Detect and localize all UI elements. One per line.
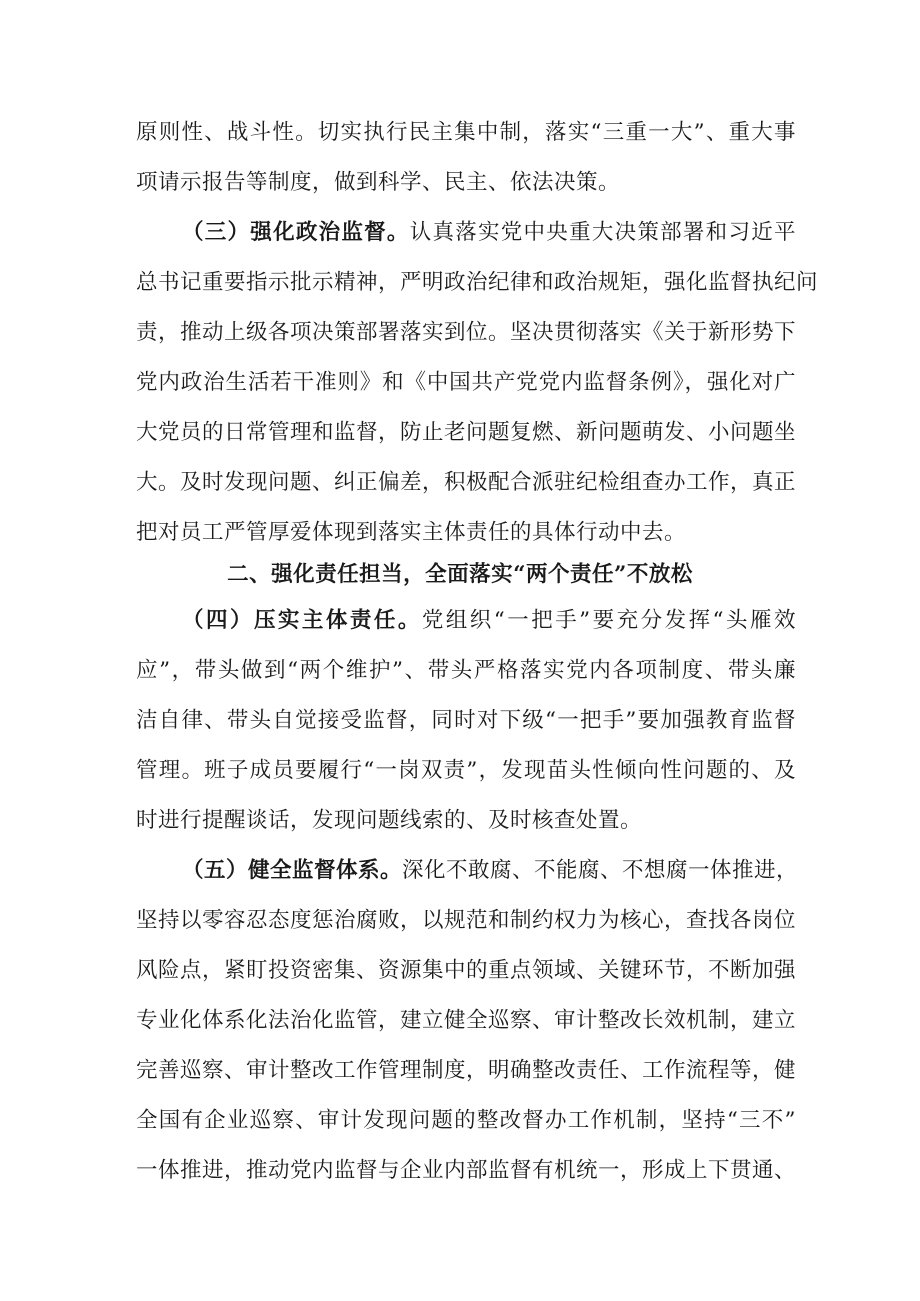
paragraph-4-line-6: 全国有企业巡察、审计发现问题的整改督办工作机制，坚持“三不” [136,1108,796,1133]
paragraph-4-lead: （五）健全监督体系。 [182,858,403,883]
paragraph-1-line-2: 项请示报告等制度，做到科学、民主、依法决策。 [136,170,621,195]
section-heading: 二、强化责任担当，全面落实“两个责任”不放松 [227,562,693,587]
paragraph-2-line-4: 党内政治生活若干准则》和《中国共产党党内监督条例》，强化对广 [136,370,796,395]
paragraph-4-line-1 [182,856,799,886]
paragraph-3-line-5: 时进行提醒谈话，发现问题线索的、及时核查处置。 [136,808,643,833]
paragraph-3-line-4: 管理。班子成员要履行“一岗双责”，发现苗头性倾向性问题的、及 [136,758,796,783]
paragraph-4-line-4: 专业化体系化法治化监管，建立健全巡察、审计整改长效机制，建立 [136,1008,797,1033]
paragraph-2-lead: （三）强化政治监督。 [182,220,410,245]
paragraph-4-line-1-rest: 深化不敢腐、不能腐、不想腐一体推进， [402,858,799,883]
paragraph-4-line-2: 坚持以零容忍态度惩治腐败，以规范和制约权力为核心，查找各岗位 [136,908,797,933]
paragraph-3-line-1-rest: 党组织“一把手”要充分发挥“头雁效 [421,608,796,633]
paragraph-4-line-7: 一体推进，推动党内监督与企业内部监督有机统一，形成上下贯通、 [136,1158,797,1183]
paragraph-2-line-7: 把对员工严管厚爱体现到落实主体责任的具体行动中去。 [136,520,687,545]
paragraph-1-line-1: 原则性、战斗性。切实执行民主集中制，落实“三重一大”、重大事 [136,120,796,145]
paragraph-4-line-3: 风险点，紧盯投资密集、资源集中的重点领域、关键环节，不断加强 [136,958,797,983]
paragraph-4-line-5: 完善巡察、审计整改工作管理制度，明确整改责任、工作流程等，健 [136,1058,797,1083]
paragraph-2-line-3: 责，推动上级各项决策部署落实到位。坚决贯彻落实《关于新形势下 [136,320,797,345]
paragraph-2-line-1-rest: 认真落实党中央重大决策部署和习近平 [409,220,796,245]
paragraph-2-line-6: 大。及时发现问题、纠正偏差，积极配合派驻纪检组查办工作，真正 [136,470,797,495]
paragraph-3-line-2: 应”，带头做到“两个维护”、带头严格落实党内各项制度、带头廉 [136,658,796,683]
paragraph-3-lead: （四）压实主体责任。 [182,608,422,633]
paragraph-2-line-2: 总书记重要指示批示精神，严明政治纪律和政治规矩，强化监督执纪问 [136,270,819,295]
paragraph-3-line-3: 洁自律、带头自觉接受监督，同时对下级“一把手”要加强教育监督 [136,708,796,733]
paragraph-3-line-1 [182,606,796,636]
paragraph-2-line-5: 大党员的日常管理和监督，防止老问题复燃、新问题萌发、小问题坐 [136,420,797,445]
paragraph-2-line-1 [182,218,796,248]
